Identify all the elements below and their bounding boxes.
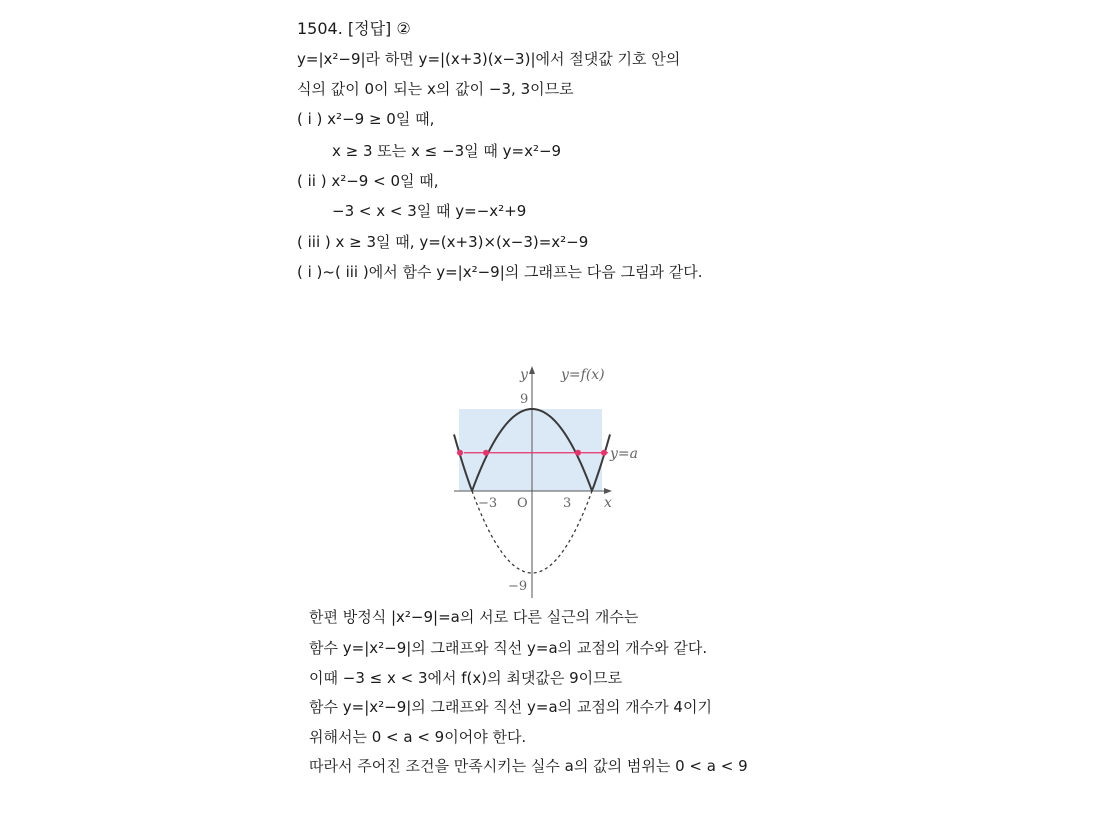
origin-label: O (517, 496, 528, 511)
tick-neg3: −3 (478, 496, 498, 511)
conclusion-line-5: 위해서는 0 < a < 9이어야 한다. (309, 728, 527, 746)
case-ii-heading: ( ii ) x²−9 < 0일 때, (297, 172, 439, 190)
case-i-heading: ( i ) x²−9 ≥ 0일 때, (297, 110, 435, 128)
case-i-result: x ≥ 3 또는 x ≤ −3일 때 y=x²−9 (332, 142, 562, 160)
conclusion-line-4: 함수 y=|x²−9|의 그래프와 직선 y=a의 교점의 개수가 4이기 (309, 698, 712, 716)
solution-line-2: 식의 값이 0이 되는 x의 값이 −3, 3이므로 (297, 80, 574, 98)
intersection-point-3 (575, 450, 581, 456)
function-graph (440, 358, 670, 598)
x-axis-arrow (604, 488, 612, 494)
conclusion-line-6: 따라서 주어진 조건을 만족시키는 실수 a의 값의 범위는 0 < a < 9 (309, 757, 748, 775)
y-axis-arrow (529, 366, 535, 374)
intersection-point-2 (483, 450, 489, 456)
tick-3: 3 (563, 496, 572, 511)
solution-line-1: y=|x²−9|라 하면 y=|(x+3)(x−3)|에서 절댓값 기호 안의 (297, 50, 681, 68)
conclusion-line-1: 한편 방정식 |x²−9|=a의 서로 다른 실근의 개수는 (309, 608, 639, 626)
summary-line: ( i )~( iii )에서 함수 y=|x²−9|의 그래프는 다음 그림과 같다. (297, 263, 703, 281)
tick-neg9: −9 (508, 579, 528, 594)
problem-title: 1504. [정답] ② (297, 19, 411, 38)
conclusion-line-3: 이때 −3 ≤ x < 3에서 f(x)의 최댓값은 9이므로 (309, 669, 623, 687)
line-label: y=a (610, 446, 638, 462)
conclusion-line-2: 함수 y=|x²−9|의 그래프와 직선 y=a의 교점의 개수와 같다. (309, 639, 708, 657)
case-iii-line: ( iii ) x ≥ 3일 때, y=(x+3)×(x−3)=x²−9 (297, 233, 589, 251)
curve-label: y=f(x) (561, 367, 605, 383)
intersection-point-4 (601, 450, 607, 456)
case-ii-result: −3 < x < 3일 때 y=−x²+9 (332, 202, 527, 220)
x-axis-label: x (604, 495, 612, 511)
y-axis-label: y (520, 367, 528, 383)
range-band (459, 409, 602, 491)
intersection-point-1 (457, 450, 463, 456)
tick-9: 9 (520, 392, 529, 407)
